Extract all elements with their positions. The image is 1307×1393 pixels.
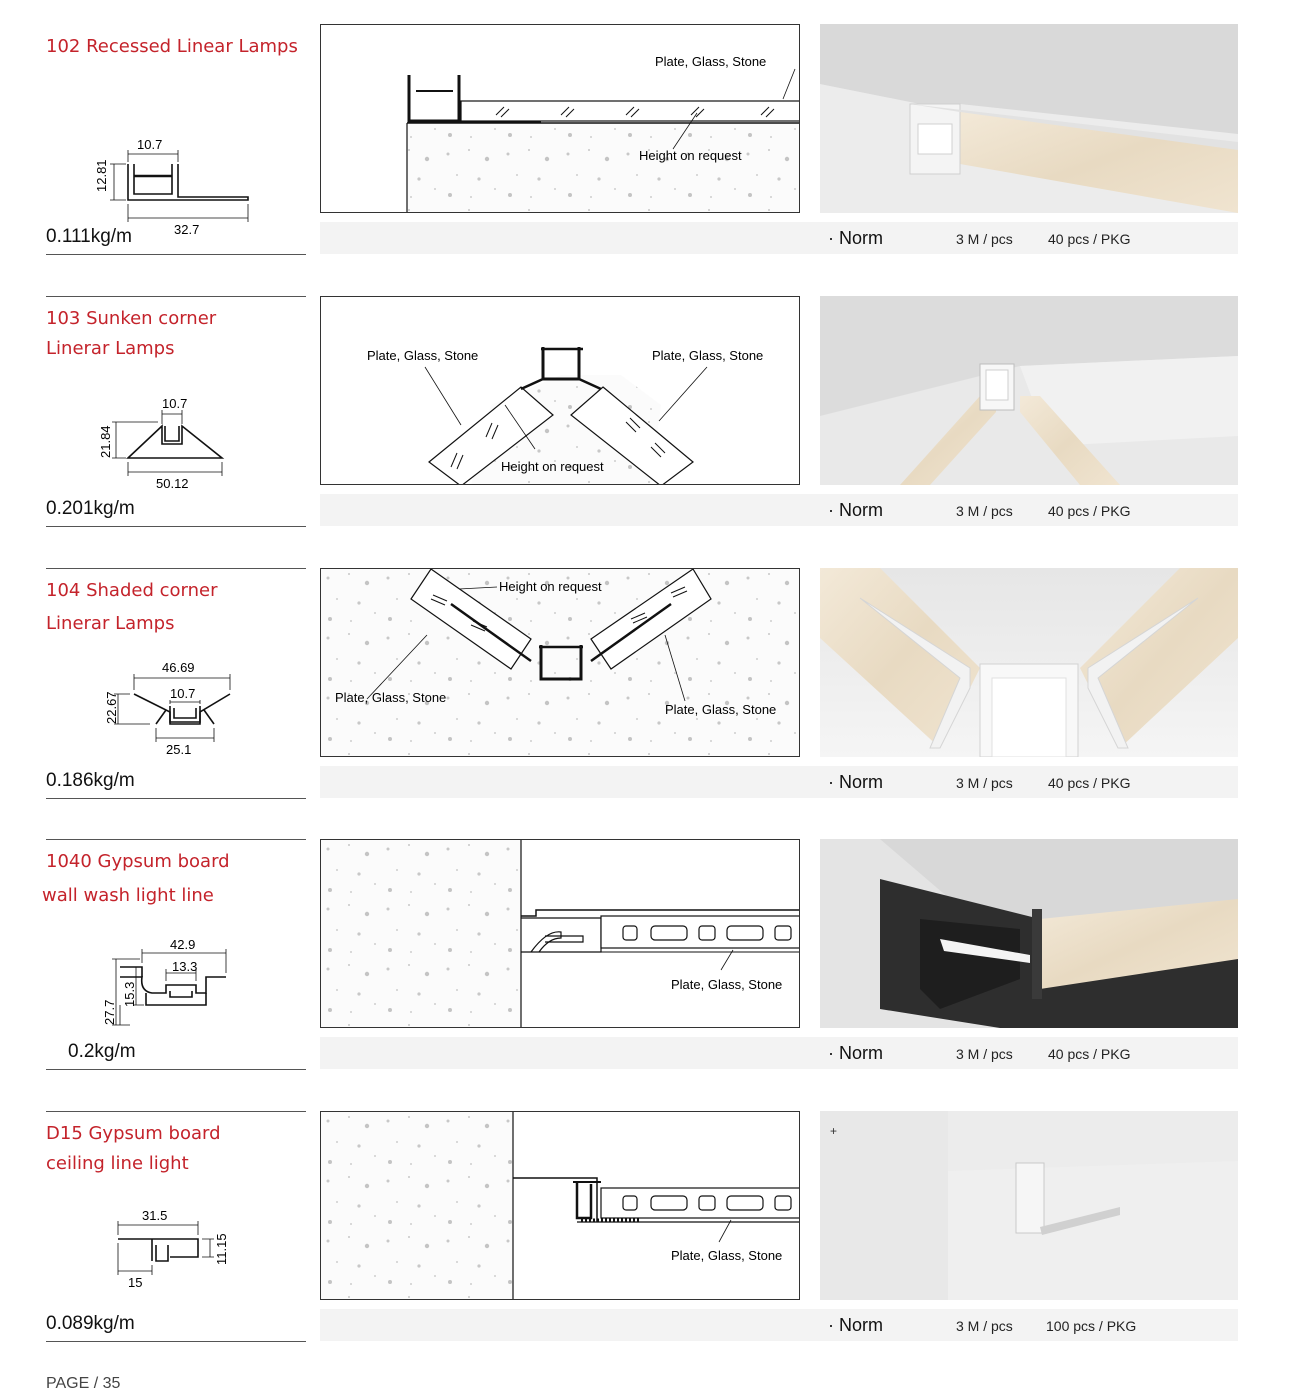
title-line: D15 Gypsum board <box>46 1123 221 1144</box>
product-photo <box>820 568 1238 757</box>
profile-dimension-drawing <box>90 929 270 1049</box>
callout-material-right: Plate, Glass, Stone <box>665 702 777 717</box>
length-per-piece: 3 M / pcs <box>956 1046 1013 1062</box>
weight-label: 0.186kg/m <box>46 770 135 791</box>
dim-height: 22.67 <box>104 691 119 724</box>
product-photo <box>820 839 1238 1028</box>
pieces-per-package: 100 pcs / PKG <box>1046 1318 1137 1334</box>
dim-width: 10.7 <box>137 137 163 152</box>
weight-label: 0.089kg/m <box>46 1313 135 1334</box>
svg-text:+: + <box>830 1124 838 1138</box>
norm-label: · Norm <box>828 772 883 792</box>
divider <box>46 526 306 527</box>
callout-material-left: Plate, Glass, Stone <box>335 690 447 705</box>
callout-material-left: Plate, Glass, Stone <box>367 348 479 363</box>
product-photo <box>820 24 1238 213</box>
dim-total-width: 42.9 <box>170 937 196 952</box>
callout-height: Height on request <box>639 148 742 163</box>
installation-drawing <box>320 568 800 757</box>
page-number: PAGE / 35 <box>46 1375 121 1392</box>
callout-material: Plate, Glass, Stone <box>671 977 783 992</box>
title-line: Linerar Lamps <box>46 613 175 634</box>
pieces-per-package: 40 pcs / PKG <box>1048 775 1131 791</box>
weight-label: 0.2kg/m <box>68 1041 136 1062</box>
dim-height: 12.81 <box>94 159 109 192</box>
product-section-104 <box>0 568 1307 840</box>
norm-label: · Norm <box>828 228 883 248</box>
divider <box>46 1341 306 1342</box>
pieces-per-package: 40 pcs / PKG <box>1048 231 1131 247</box>
divider <box>46 296 306 297</box>
length-per-piece: 3 M / pcs <box>956 775 1013 791</box>
divider <box>46 839 306 840</box>
pieces-per-package: 40 pcs / PKG <box>1048 1046 1131 1062</box>
divider <box>46 798 306 799</box>
dim-total-width: 50.12 <box>156 476 189 491</box>
spec-bar <box>320 1309 1238 1341</box>
weight-label: 0.111kg/m <box>46 226 132 247</box>
dim-width: 10.7 <box>162 396 188 411</box>
title-line: 103 Sunken corner <box>46 308 217 329</box>
title-line: wall wash light line <box>42 885 214 906</box>
spec-bar <box>320 766 1238 798</box>
divider <box>46 568 306 569</box>
dim-height: 27.7 <box>102 999 117 1025</box>
divider <box>46 1069 306 1070</box>
dim-inner-height: 15.3 <box>122 981 137 1007</box>
norm-label: · Norm <box>828 500 883 520</box>
divider <box>46 1111 306 1112</box>
length-per-piece: 3 M / pcs <box>956 503 1013 519</box>
pieces-per-package: 40 pcs / PKG <box>1048 503 1131 519</box>
product-title <box>46 1119 221 1179</box>
dim-channel-width: 10.7 <box>170 686 196 701</box>
product-title <box>46 32 298 62</box>
dim-channel-width: 13.3 <box>172 959 198 974</box>
title-line: 1040 Gypsum board <box>46 851 230 872</box>
length-per-piece: 3 M / pcs <box>956 1318 1013 1334</box>
callout-height: Height on request <box>499 579 602 594</box>
dim-base-width: 25.1 <box>166 742 192 757</box>
installation-drawing <box>320 24 800 213</box>
norm-label: · Norm <box>828 1043 883 1063</box>
installation-drawing <box>320 1111 800 1300</box>
divider <box>46 254 306 255</box>
dim-height: 21.84 <box>98 425 113 458</box>
spec-bar <box>320 494 1238 526</box>
length-per-piece: 3 M / pcs <box>956 231 1013 247</box>
product-photo <box>820 1111 1238 1300</box>
dim-height: 11.15 <box>214 1233 229 1265</box>
title-line: 102 Recessed Linear Lamps <box>46 36 298 57</box>
dim-total-width: 31.5 <box>142 1208 168 1223</box>
title-line: 104 Shaded corner <box>46 580 218 601</box>
profile-dimension-drawing <box>90 114 270 234</box>
dim-total-width: 32.7 <box>174 222 200 234</box>
product-title <box>46 304 216 364</box>
norm-label: · Norm <box>828 1315 883 1335</box>
product-title <box>46 576 217 639</box>
title-line: Linerar Lamps <box>46 338 175 359</box>
weight-label: 0.201kg/m <box>46 498 135 519</box>
installation-drawing <box>320 839 800 1028</box>
callout-height: Height on request <box>501 459 604 474</box>
profile-dimension-drawing <box>90 386 270 506</box>
profile-dimension-drawing <box>90 1201 270 1321</box>
product-section-d15 <box>0 1111 1307 1383</box>
callout-material: Plate, Glass, Stone <box>671 1248 783 1263</box>
product-section-103 <box>0 296 1307 568</box>
dim-total-width: 46.69 <box>162 660 195 675</box>
callout-material-right: Plate, Glass, Stone <box>652 348 764 363</box>
product-photo <box>820 296 1238 485</box>
profile-dimension-drawing <box>90 658 270 778</box>
installation-drawing <box>320 296 800 485</box>
callout-material: Plate, Glass, Stone <box>655 54 767 69</box>
spec-bar <box>320 1037 1238 1069</box>
product-section-1040 <box>0 839 1307 1111</box>
product-section-102 <box>0 24 1307 296</box>
dim-flange-width: 15 <box>128 1275 143 1290</box>
title-line: ceiling line light <box>46 1153 189 1174</box>
spec-bar <box>320 222 1238 254</box>
product-title <box>42 847 230 911</box>
